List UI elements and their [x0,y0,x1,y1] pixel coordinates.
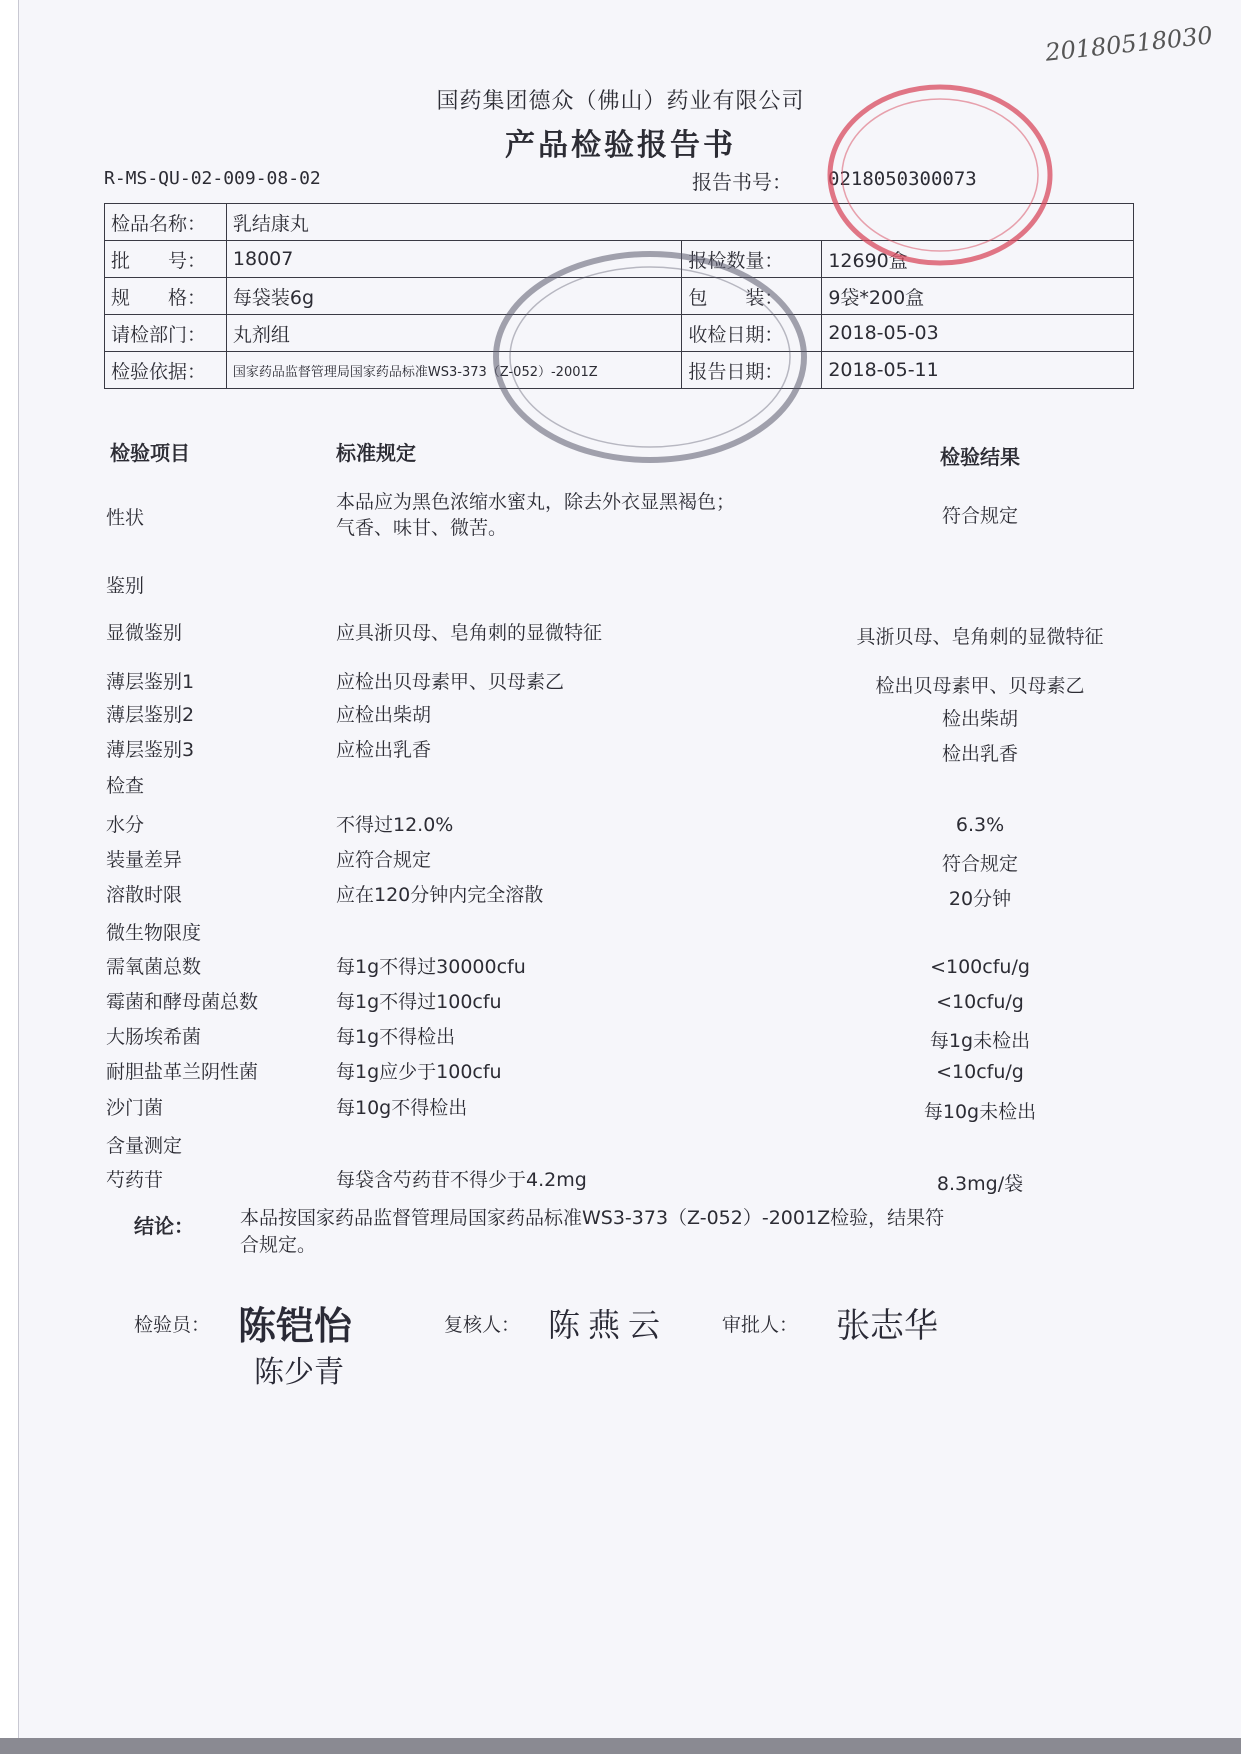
conclusion-line-2: 合规定。 [240,1234,317,1256]
test-item: 需氧菌总数 [106,956,202,978]
test-standard: 应检出贝母素甲、贝母素乙 [336,671,565,693]
department-label: 请检部门： [105,315,227,352]
product-name-label: 检品名称： [105,204,227,241]
test-standard: 应检出乳香 [336,739,432,761]
test-standard: 每1g不得过30000cfu [336,956,526,978]
test-standard: 应在120分钟内完全溶散 [336,884,544,906]
test-item: 装量差异 [106,849,183,871]
receive-date-label: 收检日期： [682,315,822,352]
conclusion-line-1: 本品按国家药品监督管理局国家药品标准WS3-373（Z-052）-2001Z检验，结果符 [240,1207,945,1229]
batch-label: 批 号： [105,241,227,278]
department: 丸剂组 [226,315,682,352]
test-item: 含量测定 [106,1135,183,1157]
quality-dept-stamp [825,80,1055,270]
test-standard: 应检出柴胡 [336,704,432,726]
test-result: 每10g未检出 [923,1101,1037,1123]
test-standard: 应符合规定 [336,849,432,871]
test-item: 检查 [106,775,145,797]
test-result: <10cfu/g [936,991,1024,1013]
test-item: 沙门菌 [106,1097,164,1119]
test-standard-line-2: 气香、味甘、微苦。 [336,517,508,539]
approver-signature: 张志华 [836,1306,938,1346]
test-result: 6.3% [955,814,1005,836]
quantity: 12690盒 [822,241,1134,278]
company-name: 国药集团德众（佛山）药业有限公司 [436,89,805,114]
test-result: 20分钟 [948,888,1012,910]
test-item: 耐胆盐革兰阴性菌 [106,1061,259,1083]
test-standard: 不得过12.0% [336,814,454,836]
receive-date: 2018-05-03 [822,315,1134,352]
inspector-label: 检验员： [134,1314,211,1336]
test-item: 显微鉴别 [106,622,183,644]
test-item: 微生物限度 [106,922,202,944]
product-name: 乳结康丸 [226,204,1133,241]
report-number-label: 报告书号： [692,170,792,194]
test-item: 水分 [106,814,145,836]
test-item: 大肠埃希菌 [106,1026,202,1048]
batch-number: 18007 [226,241,682,278]
spec-label: 规 格： [105,278,227,315]
test-item: 溶散时限 [106,884,183,906]
scan-border [0,1738,1241,1754]
test-result: <10cfu/g [936,1061,1024,1083]
test-item: 薄层鉴别2 [106,704,195,726]
inspection-seal-stamp [490,248,810,466]
approver-label: 审批人： [722,1314,799,1336]
reviewer-label: 复核人： [444,1314,521,1336]
test-result: 符合规定 [941,505,1018,527]
document-code: R-MS-QU-02-009-08-02 [104,168,321,189]
test-item: 芍药苷 [106,1169,164,1191]
test-standard: 本品应为黑色浓缩水蜜丸，除去外衣显黑褐色； [336,491,736,513]
test-standard: 应具浙贝母、皂角刺的显微特征 [336,622,603,644]
test-result: 符合规定 [941,853,1018,875]
test-result: 8.3mg/袋 [936,1173,1024,1195]
header-standard: 标准规定 [336,441,416,465]
test-result: 具浙贝母、皂角刺的显微特征 [856,626,1104,648]
report-title: 产品检验报告书 [505,128,736,163]
report-date-label: 报告日期： [682,352,822,389]
test-item: 薄层鉴别1 [106,671,195,693]
test-item: 霉菌和酵母菌总数 [106,991,259,1013]
test-standard: 每10g不得检出 [336,1097,468,1119]
basis-label: 检验依据： [105,352,227,389]
test-result: 检出乳香 [941,743,1018,765]
test-result: 检出柴胡 [941,708,1018,730]
header-item: 检验项目 [110,441,190,465]
conclusion-label: 结论： [134,1214,194,1238]
test-standard: 每1g不得过100cfu [336,991,502,1013]
spec: 每袋装6g [226,278,682,315]
test-item: 薄层鉴别3 [106,739,195,761]
test-result: <100cfu/g [930,956,1030,978]
package: 9袋*200盒 [822,278,1134,315]
quantity-label: 报检数量： [682,241,822,278]
basis: 国家药品监督管理局国家药品标准WS3-373（Z-052）-2001Z [226,352,682,389]
test-result: 检出贝母素甲、贝母素乙 [875,675,1085,697]
test-item: 鉴别 [106,575,145,597]
header-result: 检验结果 [940,445,1020,469]
inspector-signature-2: 陈少青 [254,1355,344,1390]
test-item: 性状 [106,507,145,529]
test-standard: 每1g应少于100cfu [336,1061,502,1083]
test-standard: 每袋含芍药苷不得少于4.2mg [336,1169,587,1191]
report-number: 0218050300073 [828,168,977,190]
reviewer-signature: 陈燕云 [548,1306,669,1344]
handwritten-note: 20180518030 [1043,21,1214,67]
test-result: 每1g未检出 [929,1030,1031,1052]
package-label: 包 装： [682,278,822,315]
report-date: 2018-05-11 [822,352,1134,389]
inspector-signature: 陈铠怡 [238,1303,353,1348]
test-standard: 每1g不得检出 [336,1026,456,1048]
